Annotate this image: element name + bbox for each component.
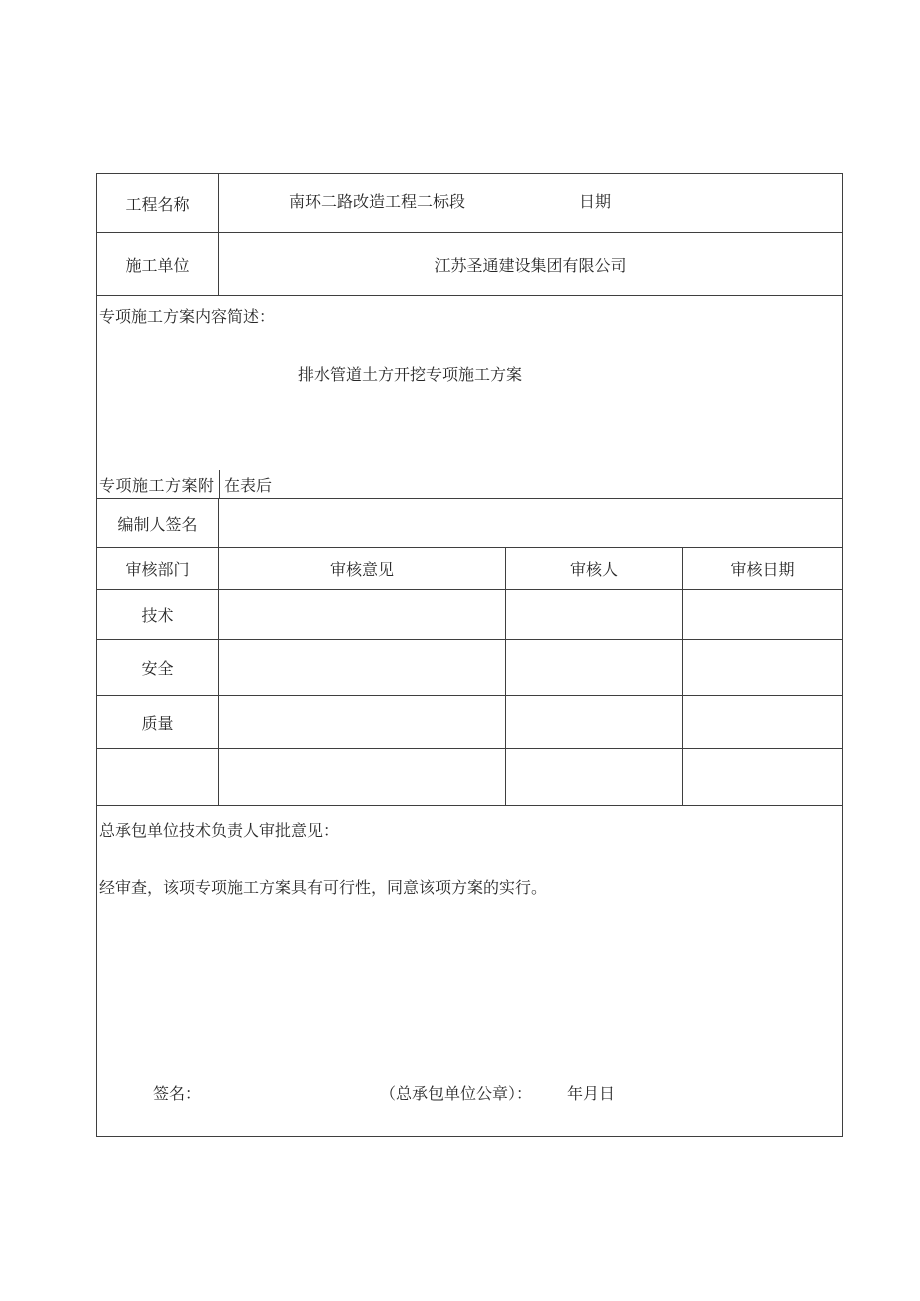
review-opinion-cell (219, 749, 506, 805)
approval-signature-label: 签名： (153, 1086, 202, 1103)
plan-attachment-subrow (97, 470, 842, 498)
plan-summary-cell (97, 296, 842, 499)
contractor-row (97, 233, 842, 296)
contractor-label: 施工单位 (97, 233, 219, 295)
project-name-label: 工程名称 (97, 174, 219, 232)
author-signature-row (97, 499, 842, 548)
approval-cell (97, 806, 842, 1136)
approval-date-text: 年月日 (567, 1086, 616, 1103)
review-opinion-cell (219, 590, 506, 639)
review-department: 技术 (97, 590, 219, 639)
review-date-cell (683, 640, 842, 695)
review-opinion-cell (219, 696, 506, 748)
review-reviewer-cell (506, 696, 683, 748)
approval-label: 总承包单位技术负责人审批意见： (99, 823, 340, 840)
review-department: 质量 (97, 696, 219, 748)
project-row (97, 174, 842, 233)
review-header-reviewer: 审核人 (506, 548, 683, 589)
contractor-value: 江苏圣通建设集团有限公司 (434, 257, 627, 275)
review-row-quality (97, 696, 842, 749)
plan-summary-content (97, 296, 842, 498)
review-date-cell (683, 696, 842, 748)
review-reviewer-cell (506, 590, 683, 639)
review-opinion-cell (219, 640, 506, 695)
plan-title: 排水管道土方开挖专项施工方案 (298, 367, 523, 384)
review-date-cell (683, 590, 842, 639)
approval-seal-label: （总承包单位公章）： (380, 1086, 533, 1103)
plan-summary-label: 专项施工方案内容简述： (99, 309, 276, 326)
review-reviewer-cell (506, 640, 683, 695)
review-row-technical (97, 590, 842, 640)
review-reviewer-cell (506, 749, 683, 805)
approval-content (97, 806, 842, 1136)
review-department (97, 749, 219, 805)
approval-comment: 经审查，该项专项施工方案具有可行性，同意该项方案的实行。 (99, 880, 548, 897)
approval-form-table (96, 173, 843, 1137)
plan-attachment-value: 在表后 (219, 470, 842, 498)
project-name-cell (219, 174, 842, 232)
plan-attachment-label: 专项施工方案附 (99, 477, 215, 495)
review-department: 安全 (97, 640, 219, 695)
project-name-value: 南环二路改造工程二标段 (289, 194, 466, 211)
review-row-empty (97, 749, 842, 806)
review-header-opinion: 审核意见 (219, 548, 506, 589)
review-header-date: 审核日期 (730, 562, 795, 579)
review-header-department: 审核部门 (97, 548, 219, 589)
review-header-row (97, 548, 842, 590)
review-row-safety (97, 640, 842, 696)
date-label: 日期 (579, 194, 612, 211)
author-signature-value (219, 499, 842, 547)
review-date-cell (683, 749, 842, 805)
author-signature-label: 编制人签名 (97, 499, 219, 547)
